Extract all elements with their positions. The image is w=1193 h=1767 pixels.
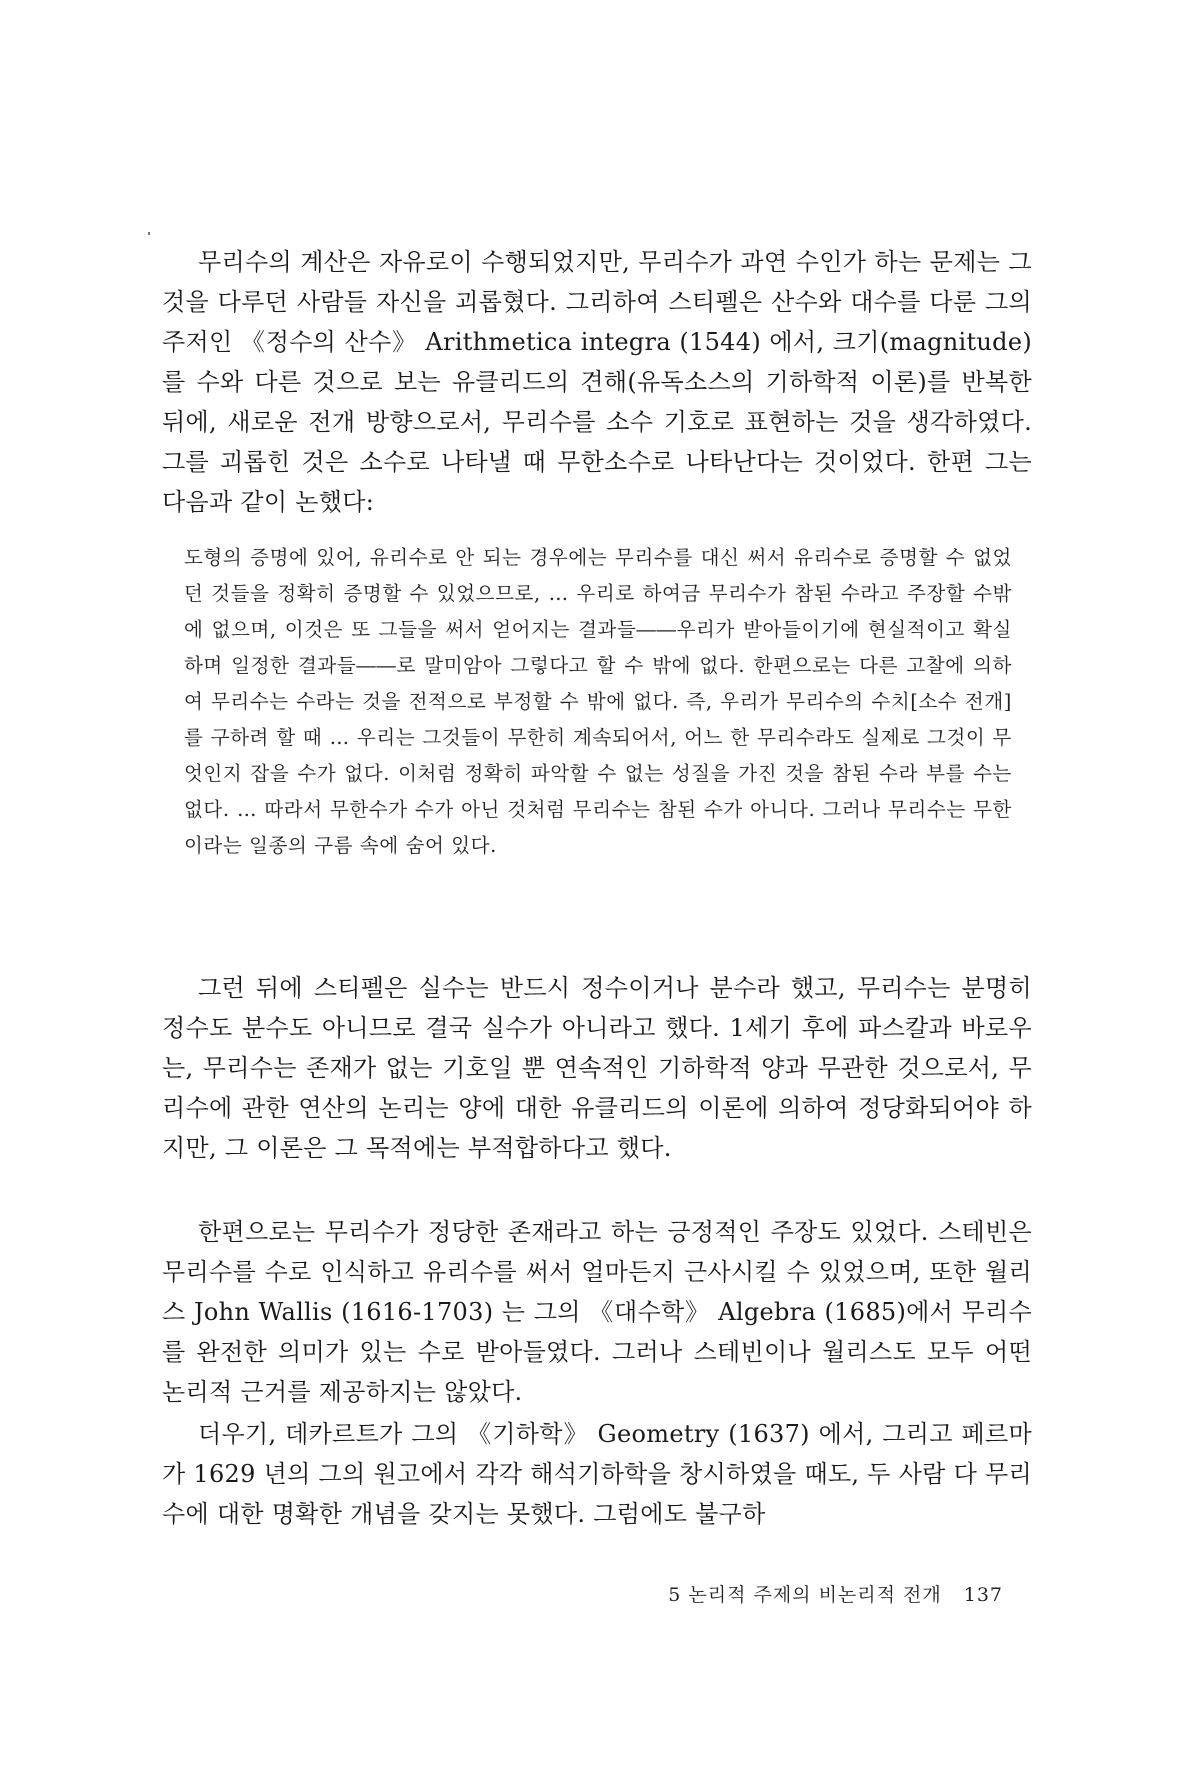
stray-mark bbox=[148, 232, 150, 235]
block-quote-stifel: 도형의 증명에 있어, 유리수로 안 되는 경우에는 무리수를 대신 써서 유리수로 증명할 수 없었던 것들을 정확히 증명할 수 있었으므로, … 우리로 하여금 무리수가 참된 수라고 주장할 수밖에 없으며, 이것은 또 그들을 써서 얻어지는 결과들――우리가 받아들이기에 현실적이고 확실하며 일정한 결과들――로 말미암아 그렇다고 할 수 밖에 없다. 한편으로는 다른 고찰에 의하여 무리수는 수라는 것을 전적으로 부정할 수 밖에 없다. 즉, 우리가 무리수의 수치[소수 전개]를 구하려 할 때 … 우리는 그것들이 무한히 계속되어서, 어느 한 무리수라도 실제로 그것이 무엇인지 잡을 수가 없다. 이처럼 정확히 파악할 수 없는 성질을 가진 것을 참된 수라 부를 수는 없다. … 따라서 무한수가 수가 아닌 것처럼 무리수는 참된 수가 아니다. 그러나 무리수는 무한이라는 일종의 구름 속에 숨어 있다. bbox=[184, 546, 1012, 857]
paragraph-real-numbers: 그런 뒤에 스티펠은 실수는 반드시 정수이거나 분수라 했고, 무리수는 분명히 정수도 분수도 아니므로 결국 실수가 아니라고 했다. 1세기 후에 파스칼과 바로우는, 무리수는 존재가 없는 기호일 뿐 연속적인 기하학적 양과 무관한 것으로서, 무리수에 관한 연산의 논리는 양에 대한 유클리드의 이론에 의하여 정당화되어야 하지만, 그 이론은 그 목적에는 부적합하다고 했다. bbox=[162, 974, 1032, 1162]
running-footer bbox=[668, 1580, 1003, 1607]
page-number: 137 bbox=[963, 1584, 1003, 1606]
paragraph-stifel-irrationals: 무리수의 계산은 자유로이 수행되었지만, 무리수가 과연 수인가 하는 문제는 그것을 다루던 사람들 자신을 괴롭혔다. 그리하여 스티펠은 산수와 대수를 다룬 그의 주저인 《정수의 산수》 Arithmetica integra (1544) 에서, 크기(magnitude)를 수와 다른 것으로 보는 유클리드의 견해(유독소스의 기하학적 이론)를 반복한 뒤에, 새로운 전개 방향으로서, 무리수를 소수 기호로 표현하는 것을 생각하였다. 그를 괴롭힌 것은 소수로 나타낼 때 무한소수로 나타난다는 것이었다. 한편 그는 다음과 같이 논했다: bbox=[162, 248, 1032, 516]
chapter-title: 5 논리적 주제의 비논리적 전개 bbox=[668, 1584, 942, 1606]
paragraph-descartes-fermat: 더우기, 데카르트가 그의 《기하학》 Geometry (1637) 에서, 그리고 페르마가 1629 년의 그의 원고에서 각각 해석기하학을 창시하였을 때도, 두 사람 다 무리수에 대한 명확한 개념을 갖지는 못했다. 그럼에도 불구하 bbox=[162, 1420, 1032, 1528]
paragraph-stevin-wallis: 한편으로는 무리수가 정당한 존재라고 하는 긍정적인 주장도 있었다. 스테빈은 무리수를 수로 인식하고 유리수를 써서 얼마든지 근사시킬 수 있었으며, 또한 월리스 John Wallis (1616-1703) 는 그의 《대수학》 Algebra (1685)에서 무리수를 완전한 의미가 있는 수로 받아들였다. 그러나 스테빈이나 월리스도 모두 어떤 논리적 근거를 제공하지는 않았다. bbox=[162, 1218, 1032, 1406]
